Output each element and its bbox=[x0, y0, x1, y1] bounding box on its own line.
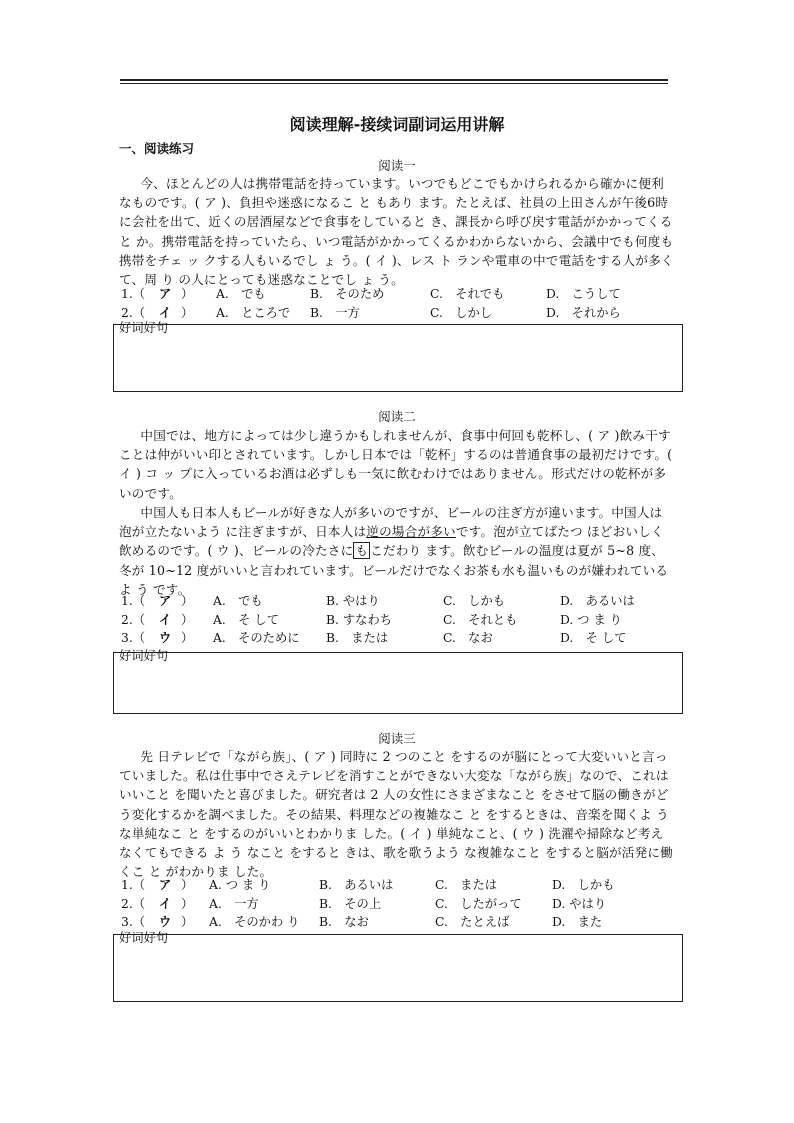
question-row: 2.（ イ ） A. 一方 B. その上 C. したがって D. やはり bbox=[121, 895, 615, 914]
question-row: 1.（ ア ） A. でも B. そのため C. それでも D. こうして bbox=[121, 285, 621, 304]
header-rule-thick bbox=[120, 79, 668, 81]
question-row: 2.（ イ ） A. ところで B. 一方 C. しかし D. それから bbox=[121, 304, 621, 323]
reading-2-passage-2: 中国人も日本人もビールが好きな人が多いのですが、ビールの注ぎ方が違います。中国人は泡が立たないよう に注ぎますが、日本人は逆の場合が多いです。泡が立てばたつ ほどおいしく飲めるのです。( ウ )、ビールの冷たさに も こだわり ます。飲むビールの温度は夏が 5~8 度、冬が 10~12 度がいいと言われています。ビールだけでなくお茶も水も温いものが嫌われているよ う です。 bbox=[119, 505, 669, 597]
option-a: A. そ して bbox=[213, 612, 279, 627]
header-rule-thin bbox=[120, 83, 668, 84]
option-b: B. すなわち bbox=[326, 612, 393, 627]
reading-3-questions bbox=[121, 876, 615, 932]
question-row: 2.（ イ ） A. そ して B. すなわち C. それとも D. つ ま り bbox=[121, 611, 635, 630]
reading-1-passage: 今、ほとんどの人は携帯電話を持っています。いつでもどこでもかけられるから確かに便利なものです。( ア )、負担や迷惑になるこ と もあり ます。たとえば、社員の上田さんが午後6時に会社を出て、近くの居酒屋などで食事をしていると き、課長から呼び戻す電話がかかってくる と か。携帯電話を持っていたら、いつ電話がかかってくるかわからないから、会議中でも何度も携帯をチェ ッ クする人もいるでし ょ う。( イ )、レス ト ランや電車の中で電話をする人が多くて、周 り の人にとっても迷惑なことでし ょ う。 bbox=[119, 176, 674, 288]
boxed-char: も bbox=[355, 543, 369, 559]
option-c: C. それとも bbox=[443, 612, 518, 627]
option-d: D. こうして bbox=[546, 287, 621, 301]
answer: ア bbox=[158, 877, 172, 892]
notes-label: 好词好句 bbox=[119, 649, 169, 663]
option-a: A. 一方 bbox=[209, 896, 259, 911]
reading-3-passage: 先 日テレビで「ながら族」、( ア ) 同時に 2 つのこと をするのが脳にとって大変いいと言っていました。私は仕事中でさえテレビを消すことができない大変な「ながら族」なので、これはいいこと を聞いたと喜びました。研究者は 2 人の女性にさまざまなこと をさせて脳の働きがどう変化するかを調べました。その結果、料理などの複雑なこ と をするときは、音楽を聞くよ う な単純なこ と をするのがいいとわかりま した。( イ ) 単純なこと、( ウ ) 洗濯や掃除など考えなくてもできる よ う なこと をすると きは、歌を歌うよう な複雑なこと をすると脳が活発に働くこ と がわかりま した。 bbox=[119, 749, 673, 880]
question-row: 3.（ ウ ） A. そのかわ り B. なお C. たとえば D. また bbox=[121, 913, 615, 932]
reading-2-title: 阅读二 bbox=[378, 409, 416, 424]
answer: ウ bbox=[158, 914, 172, 929]
option-a: A. そのかわ り bbox=[209, 915, 300, 929]
option-b: B. やはり bbox=[326, 594, 380, 608]
notes-label: 好词好句 bbox=[119, 321, 169, 335]
answer: ア bbox=[158, 286, 172, 301]
answer: ア bbox=[158, 593, 172, 608]
option-c: C. または bbox=[435, 878, 498, 892]
reading-1-title: 阅读一 bbox=[378, 158, 416, 173]
answer: イ bbox=[158, 611, 172, 627]
option-d: D. そ して bbox=[560, 631, 627, 645]
notes-box-3[interactable] bbox=[113, 931, 683, 1002]
underlined-phrase: 逆の場合が多い bbox=[366, 524, 456, 540]
answer: イ bbox=[158, 304, 172, 320]
option-b: B. そのため bbox=[310, 287, 385, 301]
reading-2-questions bbox=[121, 592, 635, 648]
question-row: 3.（ ウ ） A. そのために B. または C. なお D. そ して bbox=[121, 629, 635, 648]
option-a: A. そのために bbox=[213, 631, 300, 645]
option-a: A. でも bbox=[213, 594, 263, 608]
option-c: C. しかも bbox=[443, 594, 506, 608]
option-c: C. なお bbox=[443, 631, 493, 645]
answer: イ bbox=[158, 895, 172, 911]
option-a: A. でも bbox=[216, 287, 266, 301]
answer: ウ bbox=[158, 630, 172, 645]
option-d: D. やはり bbox=[552, 896, 607, 911]
option-d: D. しかも bbox=[552, 878, 615, 892]
option-d: D. それから bbox=[546, 305, 621, 320]
option-b: B. あるいは bbox=[319, 878, 394, 892]
question-row: 1.（ ア ） A. つ ま り B. あるいは C. または D. しかも bbox=[121, 876, 615, 895]
option-d: D. あるいは bbox=[560, 594, 635, 608]
notes-label: 好词好句 bbox=[119, 931, 169, 945]
option-c: C. したがって bbox=[435, 896, 522, 911]
reading-2-passage-1: 中国では、地方によっては少し違うかもしれませんが、食事中何回も乾杯し、( ア )飲み干すことは仲がいい印とされています。しかし日本では「乾杯」するのは普通食事の最初だけです。( イ ) コ ッ プに入っているお酒は必ずしも一気に飲むわけではありません。形式だけの乾杯が多いのです。 bbox=[119, 428, 673, 501]
option-c: C. しかし bbox=[430, 305, 493, 320]
option-d: D. また bbox=[552, 915, 603, 929]
option-b: B. なお bbox=[319, 915, 369, 929]
reading-3-title: 阅读三 bbox=[378, 731, 416, 746]
notes-box-2[interactable] bbox=[113, 649, 683, 714]
option-b: B. 一方 bbox=[310, 305, 360, 320]
section-heading: 一、阅读练习 bbox=[119, 141, 195, 156]
option-a: A. つ ま り bbox=[209, 878, 271, 892]
page-title: 阅读理解-接续词副词运用讲解 bbox=[289, 115, 505, 134]
option-b: B. または bbox=[326, 631, 389, 645]
reading-1-questions bbox=[121, 285, 621, 322]
option-c: C. それでも bbox=[430, 287, 505, 301]
option-c: C. たとえば bbox=[435, 915, 510, 929]
option-d: D. つ ま り bbox=[560, 612, 622, 627]
question-row: 1.（ ア ） A. でも B. やはり C. しかも D. あるいは bbox=[121, 592, 635, 611]
notes-box-1[interactable] bbox=[113, 321, 683, 392]
option-b: B. その上 bbox=[319, 896, 382, 911]
option-a: A. ところで bbox=[216, 305, 291, 320]
